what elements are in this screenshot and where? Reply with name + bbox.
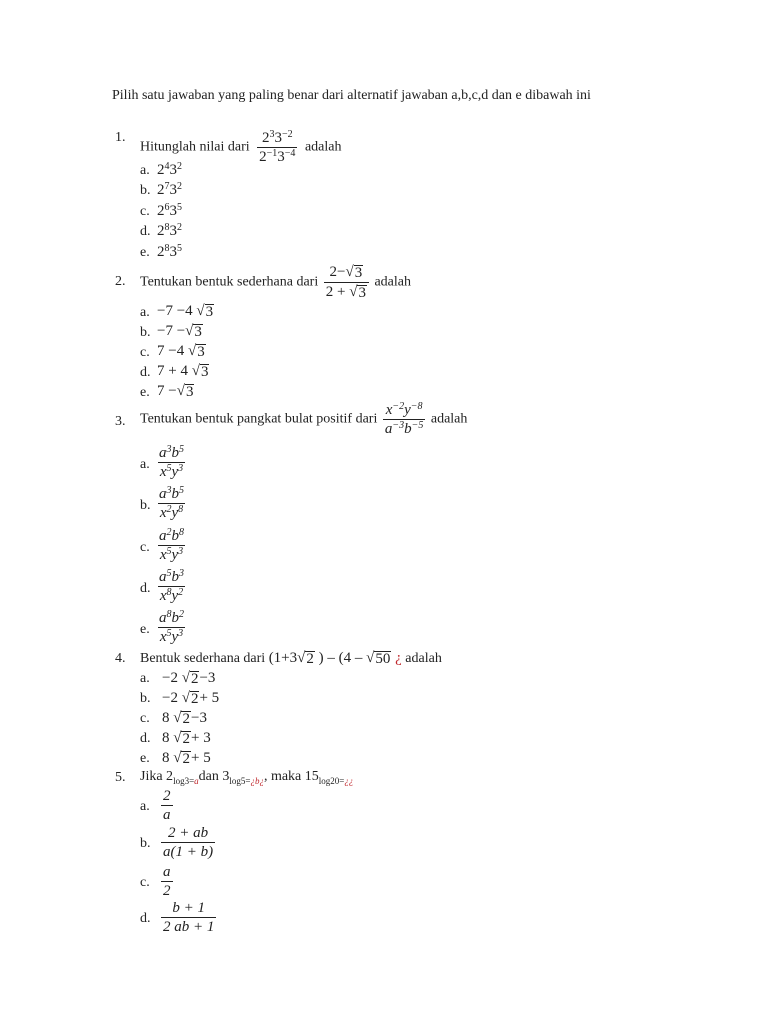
question-3-number: 3. <box>115 414 126 429</box>
math-term: ¿¿ <box>344 776 354 786</box>
square-root <box>173 710 191 727</box>
exponent: −5 <box>411 419 424 431</box>
q1-option-e[interactable] <box>140 245 150 261</box>
exponent: 2 <box>166 526 172 538</box>
exponent: −2 <box>281 128 293 140</box>
square-root <box>349 284 367 301</box>
math-term: x <box>159 588 167 604</box>
exponent: 8 <box>166 608 172 620</box>
radical-sign: √ <box>173 710 182 726</box>
fraction-denominator <box>158 627 185 645</box>
square-root <box>366 650 391 667</box>
exponent: −3 <box>392 419 405 431</box>
option-letter: a. <box>140 163 150 178</box>
q4-option-e[interactable] <box>140 751 150 767</box>
math-term: −7 − <box>157 323 186 339</box>
exponent: 3 <box>269 128 275 140</box>
radical-sign: √ <box>297 650 306 666</box>
math-term: 7 −4 <box>157 343 188 359</box>
math-term: a <box>159 445 167 461</box>
math-term: 2 + <box>325 284 350 300</box>
radical-sign: √ <box>345 264 354 280</box>
fraction-numerator <box>327 264 365 282</box>
q3-option-d[interactable] <box>140 581 151 597</box>
exponent: −8 <box>410 400 423 412</box>
q2-option-e[interactable] <box>140 385 150 401</box>
fraction-numerator <box>157 445 186 462</box>
radical-sign: √ <box>173 730 182 746</box>
q1-option-a-math <box>157 162 182 179</box>
q3-option-c-math <box>157 528 186 563</box>
square-root <box>297 650 315 667</box>
exponent: −4 <box>284 147 296 159</box>
math-term: b <box>171 486 179 502</box>
exponent: 2 <box>178 586 184 598</box>
radicand: 2 <box>306 651 314 667</box>
square-root <box>173 750 191 767</box>
math-term: 2 <box>157 203 165 219</box>
fraction-numerator: 2 <box>163 788 171 804</box>
question-2-text <box>140 264 411 301</box>
math-term: a <box>159 569 167 585</box>
q3-option-b-math <box>157 486 186 521</box>
fraction-denominator <box>158 462 185 480</box>
fraction-numerator: b + 1 <box>172 900 205 916</box>
math-term: 2 <box>157 182 165 198</box>
option-letter: a. <box>140 799 150 814</box>
question-5-maka: , maka 15 <box>263 769 319 784</box>
q5-option-b-math <box>161 825 215 860</box>
option-letter: e. <box>140 751 150 766</box>
question-3-prompt: Tentukan bentuk pangkat bulat positif dari <box>140 411 378 427</box>
question-3-text <box>140 402 467 437</box>
question-1-prompt: Hitunglah nilai dari <box>140 139 250 155</box>
exponent: 5 <box>166 462 172 474</box>
math-term: log20= <box>318 776 345 786</box>
q1-option-b-math <box>157 182 182 199</box>
question-5-number: 5. <box>115 770 126 785</box>
q5-option-d-math <box>161 900 216 935</box>
exponent: 2 <box>177 180 182 192</box>
q1-option-d-math <box>157 223 182 240</box>
fraction-numerator: 2 + ab <box>168 825 209 841</box>
option-letter: d. <box>140 365 151 380</box>
exponent: 3 <box>178 545 184 557</box>
option-letter: c. <box>140 345 150 360</box>
fraction-denominator: 2 ab + 1 <box>163 919 215 935</box>
math-term: b <box>171 528 179 544</box>
fraction <box>157 528 186 563</box>
exponent: 8 <box>178 503 184 515</box>
q1-option-c[interactable] <box>140 204 150 220</box>
q3-option-e-math <box>157 610 186 645</box>
q3-option-c[interactable] <box>140 540 150 556</box>
math-term: (1+3 <box>268 650 298 666</box>
option-letter: d. <box>140 224 151 239</box>
math-term: −7 −4 <box>157 303 197 319</box>
exponent: −2 <box>392 400 405 412</box>
square-root <box>182 690 200 707</box>
question-1-suffix: adalah <box>304 139 342 155</box>
q3-option-e[interactable] <box>140 622 150 638</box>
math-term: 2 <box>261 130 270 146</box>
math-term: x <box>159 629 167 645</box>
fraction-denominator <box>324 282 369 301</box>
radicand: 3 <box>358 285 366 301</box>
math-term: 8 <box>162 730 174 746</box>
fraction-denominator <box>257 147 297 165</box>
fraction-numerator <box>157 486 186 503</box>
math-term: y <box>171 547 179 563</box>
q2-option-d[interactable] <box>140 365 151 381</box>
square-root <box>185 323 203 340</box>
question-2-number: 2. <box>115 274 126 289</box>
q4-option-d[interactable] <box>140 731 151 747</box>
fraction-numerator <box>384 402 425 419</box>
q1-option-a[interactable] <box>140 163 150 179</box>
math-term: −3 <box>190 710 207 726</box>
q1-option-d[interactable] <box>140 224 151 240</box>
question-5-text <box>140 769 353 785</box>
radicand: 3 <box>197 344 205 360</box>
question-5-jika: Jika 2 <box>140 769 174 784</box>
math-term: b <box>171 445 179 461</box>
exponent: 3 <box>166 484 172 496</box>
square-root <box>345 264 363 281</box>
exponent: 3 <box>166 443 172 455</box>
radicand: 2 <box>182 711 190 727</box>
option-letter: a. <box>140 305 150 320</box>
fraction <box>157 569 186 604</box>
option-letter: c. <box>140 540 150 555</box>
question-4-expression <box>269 650 402 666</box>
exponent: 8 <box>166 586 172 598</box>
q4-option-d-math <box>162 730 211 747</box>
option-letter: d. <box>140 731 151 746</box>
question-4-number: 4. <box>115 651 126 666</box>
math-term: x <box>159 547 167 563</box>
math-term: y <box>404 402 411 418</box>
exponent: 2 <box>166 503 172 515</box>
fraction <box>161 788 173 823</box>
question-3-suffix: adalah <box>430 411 468 427</box>
option-letter: d. <box>140 581 151 596</box>
radical-sign: √ <box>181 690 190 706</box>
q3-option-a-math <box>157 445 186 480</box>
exponent: 5 <box>166 627 172 639</box>
option-letter: d. <box>140 911 151 926</box>
math-term: 3 <box>169 203 177 219</box>
question-2-suffix: adalah <box>374 274 411 290</box>
subscript-log5 <box>229 776 264 786</box>
square-root <box>188 343 206 360</box>
q4-option-b[interactable] <box>140 691 151 707</box>
radical-sign: √ <box>185 323 194 339</box>
math-term: y <box>171 629 179 645</box>
radicand: 3 <box>200 364 209 380</box>
option-letter: e. <box>140 622 150 637</box>
exponent: 8 <box>179 526 184 538</box>
math-term: log3= <box>173 776 195 786</box>
math-term: x <box>385 402 393 418</box>
option-letter: b. <box>140 498 151 513</box>
math-term: log5= <box>229 776 251 786</box>
option-letter: b. <box>140 183 151 198</box>
radical-sign: √ <box>187 343 197 359</box>
radical-sign: √ <box>366 650 375 666</box>
option-letter: e. <box>140 385 150 400</box>
radicand: 2 <box>190 691 199 707</box>
radicand: 2 <box>182 751 190 767</box>
fraction-denominator: a(1 + b) <box>163 844 214 860</box>
exponent: 4 <box>164 160 170 172</box>
exponent: 5 <box>166 567 172 579</box>
fraction-denominator: 2 <box>163 883 171 899</box>
question-1-fraction <box>257 130 297 165</box>
math-term: ) – (4 – <box>318 650 363 666</box>
radical-sign: √ <box>196 303 205 319</box>
math-term: + 5 <box>199 690 220 706</box>
q5-option-c-math <box>161 864 173 899</box>
exponent: 5 <box>166 545 172 557</box>
q4-option-c-math <box>162 710 207 727</box>
math-term: y <box>171 505 179 521</box>
math-term: y <box>171 588 179 604</box>
math-term: −2 <box>162 670 182 686</box>
math-term: 3 <box>169 223 177 239</box>
exponent: 6 <box>164 201 170 213</box>
square-root <box>182 670 200 687</box>
radical-sign: √ <box>349 284 358 300</box>
q5-option-b[interactable] <box>140 836 151 852</box>
exponent: 5 <box>179 484 184 496</box>
q5-option-c[interactable] <box>140 875 150 891</box>
option-letter: b. <box>140 836 151 851</box>
math-term: −3 <box>199 670 216 686</box>
math-term: 3 <box>169 244 177 260</box>
option-letter: a. <box>140 671 150 686</box>
option-letter: e. <box>140 245 150 260</box>
option-letter: a. <box>140 457 150 472</box>
math-term: b <box>171 610 179 626</box>
q4-option-c[interactable] <box>140 711 150 727</box>
exponent: 5 <box>177 242 182 254</box>
fraction-denominator <box>158 545 185 563</box>
q3-option-d-math <box>157 569 186 604</box>
exponent: 8 <box>164 221 170 233</box>
fraction <box>161 864 173 899</box>
math-term: a <box>384 421 393 437</box>
fraction-numerator <box>157 569 186 586</box>
q2-option-a[interactable] <box>140 305 150 321</box>
fraction-denominator: a <box>163 807 171 823</box>
math-term: 8 <box>162 750 174 766</box>
math-term: 2 <box>259 149 267 165</box>
q4-option-a-math <box>162 670 215 687</box>
q2-option-a-math <box>157 303 214 320</box>
q1-option-c-math <box>157 203 182 220</box>
option-letter: b. <box>140 325 151 340</box>
math-term: b <box>171 569 179 585</box>
subscript-log20 <box>319 776 354 786</box>
exponent: 8 <box>164 242 170 254</box>
radical-sign: √ <box>176 383 185 399</box>
square-root <box>196 303 214 320</box>
square-root <box>177 383 195 400</box>
radicand: 3 <box>205 304 214 320</box>
fraction-denominator <box>158 503 185 521</box>
question-2-prompt: Tentukan bentuk sederhana dari <box>140 274 319 290</box>
q2-option-c-math <box>157 343 206 360</box>
math-term: a <box>159 486 167 502</box>
fraction-denominator <box>383 419 426 437</box>
q1-option-e-math <box>157 244 182 261</box>
exponent: 2 <box>179 608 184 620</box>
option-letter: c. <box>140 204 150 219</box>
radical-sign: √ <box>191 363 200 379</box>
question-4-text <box>140 650 442 667</box>
exponent: −1 <box>266 147 278 159</box>
math-term: 3 <box>274 130 282 146</box>
radicand: 3 <box>354 265 363 281</box>
exponent: 2 <box>177 160 182 172</box>
glitch-char: ¿ <box>395 650 402 666</box>
q2-option-b-math <box>157 323 203 340</box>
math-term: x <box>159 505 167 521</box>
q5-option-a-math <box>161 788 173 823</box>
fraction-numerator <box>157 610 186 627</box>
question-1-number: 1. <box>115 130 126 145</box>
exponent: 2 <box>177 221 182 233</box>
question-4-prompt: Bentuk sederhana dari <box>140 651 266 666</box>
radicand: 2 <box>182 731 190 747</box>
exponent: 5 <box>177 201 182 213</box>
q2-option-d-math <box>157 363 209 380</box>
exponent: 5 <box>179 443 184 455</box>
option-letter: c. <box>140 875 150 890</box>
instruction-text: Pilih satu jawaban yang paling benar dari alternatif jawaban a,b,c,d dan e dibawah ini <box>112 88 591 103</box>
math-term: a <box>159 528 167 544</box>
math-term: 2− <box>329 264 346 280</box>
q3-option-b[interactable] <box>140 498 151 514</box>
fraction-numerator: a <box>163 864 171 880</box>
math-term: 3 <box>277 149 285 165</box>
fraction-numerator <box>260 130 295 147</box>
math-term: + 3 <box>190 730 211 746</box>
q4-option-a[interactable] <box>140 671 150 687</box>
q5-option-a[interactable] <box>140 799 150 815</box>
radical-sign: √ <box>173 750 182 766</box>
math-term: y <box>171 464 179 480</box>
exponent: 3 <box>178 462 184 474</box>
fraction <box>161 825 215 860</box>
radicand: 50 <box>375 651 391 667</box>
math-term: 2 <box>157 162 165 178</box>
math-term: b <box>404 421 412 437</box>
radicand: 3 <box>185 384 194 400</box>
math-term: 2 <box>157 223 165 239</box>
math-term: a <box>159 610 167 626</box>
exponent: 7 <box>164 180 170 192</box>
question-5-dan: dan 3 <box>198 769 230 784</box>
math-term: x <box>159 464 167 480</box>
q2-option-e-math <box>157 383 194 400</box>
math-term: −2 <box>162 690 182 706</box>
math-term: 8 <box>162 710 174 726</box>
fraction <box>157 610 186 645</box>
square-root <box>173 730 191 747</box>
fraction <box>157 486 186 521</box>
q3-option-a[interactable] <box>140 457 150 473</box>
math-term: 7 − <box>157 383 177 399</box>
radicand: 3 <box>194 324 202 340</box>
q4-option-e-math <box>162 750 211 767</box>
fraction-numerator <box>157 528 186 545</box>
question-2-fraction <box>324 264 369 301</box>
math-term: 3 <box>169 182 177 198</box>
fraction-denominator <box>158 586 185 604</box>
exponent: 3 <box>178 627 184 639</box>
question-4-suffix: adalah <box>405 651 442 666</box>
q4-option-b-math <box>162 690 219 707</box>
q1-option-b[interactable] <box>140 183 151 199</box>
option-letter: b. <box>140 691 151 706</box>
math-term: a <box>194 776 199 786</box>
math-term: 2 <box>157 244 165 260</box>
math-term: ¿b¿ <box>250 776 264 786</box>
fraction <box>157 445 186 480</box>
radical-sign: √ <box>181 670 190 686</box>
q2-option-b[interactable] <box>140 325 151 341</box>
question-3-fraction <box>383 402 426 437</box>
option-letter: c. <box>140 711 150 726</box>
exponent: 3 <box>179 567 184 579</box>
square-root <box>192 363 210 380</box>
q2-option-c[interactable] <box>140 345 150 361</box>
question-1-text <box>140 130 341 165</box>
fraction <box>161 900 216 935</box>
q5-option-d[interactable] <box>140 911 151 927</box>
math-term: 7 + 4 <box>157 363 192 379</box>
radicand: 2 <box>190 671 199 687</box>
math-term: + 5 <box>190 750 211 766</box>
math-term: 3 <box>169 162 177 178</box>
subscript-log3 <box>173 776 199 786</box>
